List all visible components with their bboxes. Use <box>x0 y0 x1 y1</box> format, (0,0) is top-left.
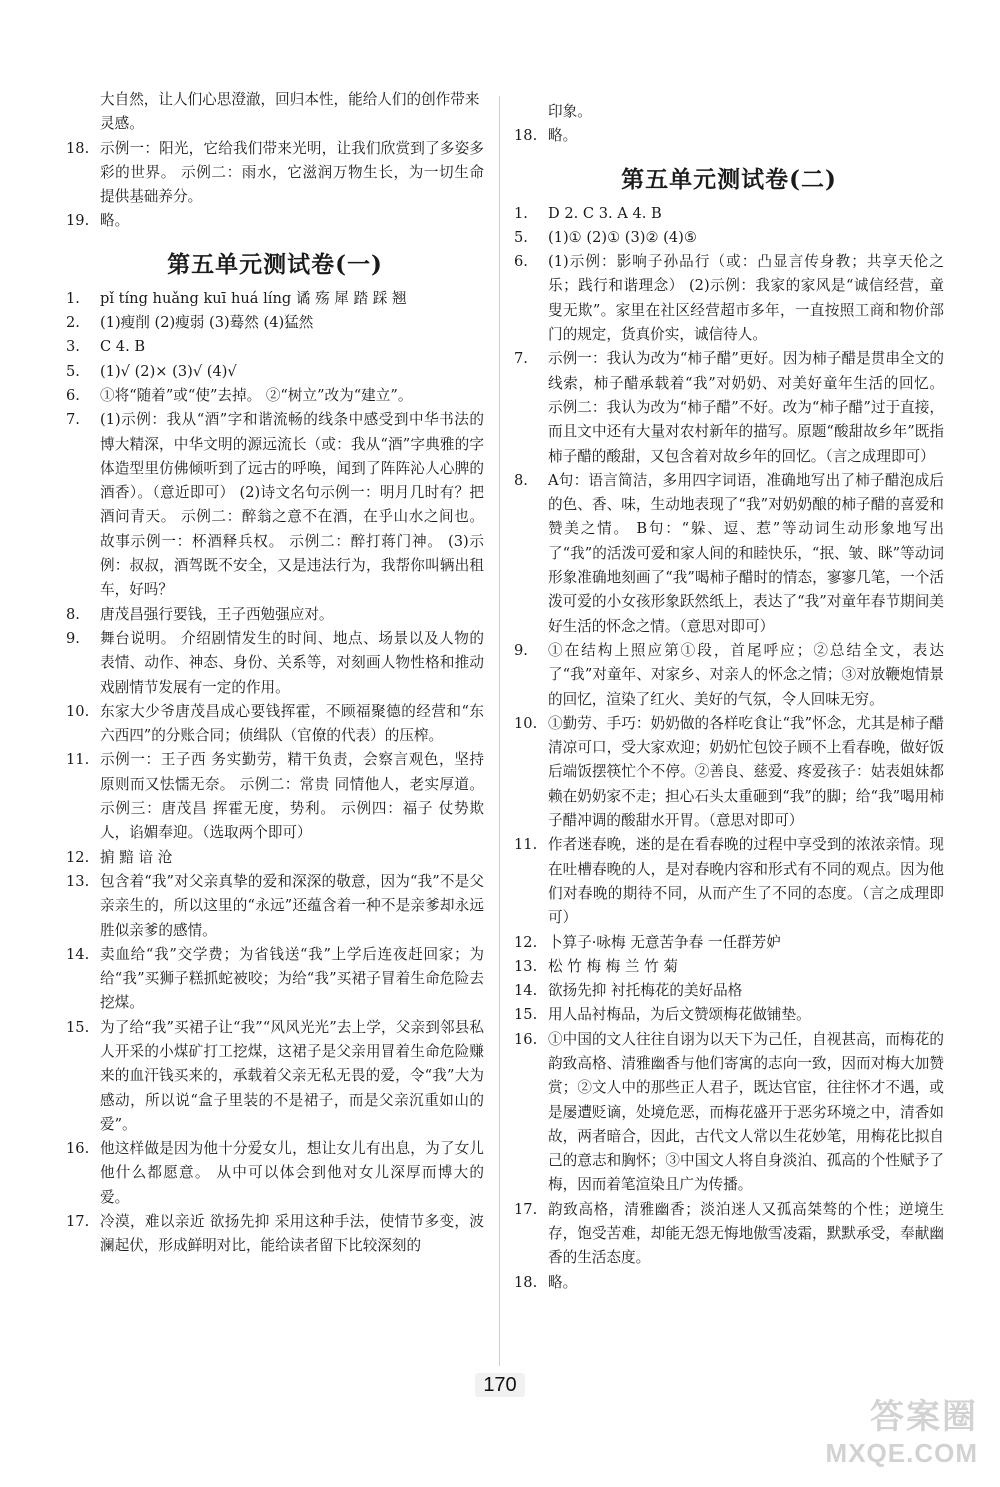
item-text: D 2. C 3. A 4. B <box>548 204 662 222</box>
item-number: 16. <box>514 1030 538 1048</box>
item-text: (1)瘦削 (2)瘦弱 (3)蓦然 (4)猛然 <box>100 314 314 332</box>
answer-item <box>514 250 944 347</box>
answer-item <box>66 700 484 749</box>
item-number: 18. <box>66 139 90 157</box>
item-text: 用人品衬梅品，为后文赞颂梅花做铺垫。 <box>548 1006 811 1024</box>
item-text: A句：语言简洁，多用四字词语，准确地写出了柿子醋泡成后的色、香、味，生动地表现了“我”对奶奶酿的柿子醋的喜爱和赞美之情。 B句：“躲、逗、惹”等动词生动形象地写出了“我”的活泼可爱和家人间的和睦快乐，“抿、皱、眯”等动词形象准确地刻画了“我”喝柿子醋时的情态，寥寥几笔，一个活泼可爱的小女孩形象跃然纸上，表达了“我”对童年春节期间美好生活的怀念之情。（意思对即可） <box>548 471 944 635</box>
item-number: 11. <box>66 751 90 769</box>
item-text: C 4. B <box>100 338 146 356</box>
answer-item <box>514 1028 944 1198</box>
left-answer-list <box>66 287 484 1259</box>
item-text: 掮 黯 谙 沧 <box>100 848 173 866</box>
item-number: 1. <box>66 289 80 307</box>
item-text: 卜算子·咏梅 无意苦争春 一任群芳妒 <box>548 933 781 951</box>
item-text: 示例一：王子西 务实勤劳，精干负责，会察言观色，坚持原则而又怯懦无奈。 示例二：常贵 同情他人，老实厚道。 示例三：唐茂昌 挥霍无度，势利。 示例四：福子 仗势欺人，谄媚奉迎。（选取两个即可） <box>100 751 484 842</box>
item-text: 唐茂昌强行要钱，王子西勉强应对。 <box>100 605 334 623</box>
watermark-logo: 答案圈 <box>870 1398 978 1436</box>
item-text: 冷漠，难以亲近 欲扬先抑 采用这种手法，使情节多变，波澜起伏，形成鲜明对比，能给读者留下比较深刻的 <box>100 1213 484 1255</box>
answer-item <box>514 1003 944 1027</box>
item-text: 欲扬先抑 衬托梅花的美好品格 <box>548 982 743 1000</box>
answer-item <box>66 408 484 602</box>
item-text: 他这样做是因为他十分爱女儿，想让女儿有出息，为了女儿他什么都愿意。 从中可以体会到他对女儿深厚而博大的爱。 <box>100 1140 484 1206</box>
answer-item <box>514 202 944 226</box>
item-text: 舞台说明。 介绍剧情发生的时间、地点、场景以及人物的表情、动作、神态、身份、关系等，对刻画人物性格和推动戏剧情节发展有一定的作用。 <box>100 629 484 696</box>
item-text: 卖血给“我”交学费；为省钱送“我”上学后连夜赶回家；为给“我”买狮子糕抓蛇被咬；为给“我”买裙子冒着生命危险去挖煤。 <box>100 945 484 1012</box>
item-number: 14. <box>514 982 538 1000</box>
item-number: 12. <box>66 848 90 866</box>
item-text: 略。 <box>548 127 578 145</box>
answer-item <box>66 870 484 943</box>
item-number: 15. <box>514 1006 538 1024</box>
item-number: 3. <box>66 338 80 356</box>
item-number: 6. <box>514 253 528 271</box>
continued-text <box>514 100 944 124</box>
item-number: 10. <box>514 714 538 732</box>
item-number: 5. <box>514 228 528 246</box>
answer-item <box>66 1016 484 1137</box>
item-text: ①将“随着”或“使”去掉。 ②“树立”改为“建立”。 <box>100 386 413 404</box>
item-text: 为了给“我”买裙子让“我”“风风光光”去上学，父亲到邻县私人开采的小煤矿打工挖煤，这裙子是父亲用冒着生命危险赚来的血汗钱买来的，承载着父亲无私无畏的爱，令“我”大为感动，所以说“盒子里装的不是裙子，而是父亲沉重如山的爱”。 <box>100 1018 484 1133</box>
answer-item <box>66 384 484 408</box>
answer-item <box>514 931 944 955</box>
answer-item <box>514 469 944 639</box>
item-number: 16. <box>66 1140 90 1158</box>
answer-item <box>514 1271 944 1295</box>
answer-item <box>514 712 944 833</box>
answer-item <box>66 1210 484 1259</box>
item-text: ①中国的文人往往自诩为以天下为己任，自视甚高，而梅花的韵致高格、清雅幽香与他们寄寓的志向一致，因而对梅大加赞赏；②文人中的那些正人君子，既达官宦，往往怀才不遇，或是屡遭贬谪，处境危恶，而梅花盛开于恶劣环境之中，清香如故，两者暗合，因此，古代文人常以生花妙笔，用梅花比拟自己的意志和胸怀；③中国文人将自身淡泊、孤高的个性赋予了梅，因而着笔渲染且广为传播。 <box>548 1030 944 1194</box>
item-number: 5. <box>66 362 80 380</box>
item-number: 13. <box>66 872 90 890</box>
item-text: (1)示例：我从“酒”字和谐流畅的线条中感受到中华书法的博大精深，中华文明的源远流长（或：我从“酒”字典雅的字体造型里仿佛倾听到了远古的呼唤，闻到了阵阵沁人心脾的酒香）。（意近即可） (2)诗文名句示例一：明月几时有？把酒问青天。 示例二：醉翁之意不在酒，在乎山水之间也。 故事示例一：杯酒释兵权。 示例二：醉打蒋门神。 (3)示例：叔叔，酒驾既不安全，又是违法行为，我帮你叫辆出租车，好吗？ <box>100 411 484 599</box>
answer-item <box>66 846 484 870</box>
answer-item <box>514 639 944 712</box>
item-number: 11. <box>514 836 538 854</box>
right-top-lines <box>514 100 944 149</box>
answer-item <box>66 311 484 335</box>
item-number: 15. <box>66 1018 90 1036</box>
item-number: 7. <box>514 350 528 368</box>
answer-item <box>514 226 944 250</box>
answer-item <box>66 335 484 359</box>
item-number: 2. <box>66 314 80 332</box>
answer-item <box>66 627 484 700</box>
item-text: 包含着“我”对父亲真挚的爱和深深的敬意，因为“我”不是父亲亲生的，所以这里的“永远”还蕴含着一种不是亲爹却永远胜似亲爹的感情。 <box>100 872 484 939</box>
right-answer-list <box>514 202 944 1295</box>
continued-text <box>66 88 484 137</box>
item-text: 示例一：我认为改为“柿子醋”更好。因为柿子醋是贯串全文的线索，柿子醋承载着“我”对奶奶、对美好童年生活的回忆。 示例二：我认为改为“柿子醋”不好。改为“柿子醋”过于直接，而且文中还有大量对农村新年的描写。原题“酸甜故乡年”既指柿子醋的酸甜，又包含着对故乡年的回忆。（言之成理即可） <box>548 350 944 465</box>
answer-item <box>66 287 484 311</box>
item-number: 1. <box>514 204 528 222</box>
watermark <box>788 1389 978 1469</box>
right-column <box>514 100 944 1295</box>
column-divider <box>499 96 500 1366</box>
item-number: 10. <box>66 702 90 720</box>
answer-item <box>514 347 944 468</box>
item-text: 示例一：阳光，它给我们带来光明，让我们欣赏到了多姿多彩的世界。 示例二：雨水，它滋润万物生长，为一切生命提供基础养分。 <box>100 139 484 206</box>
answer-item <box>514 955 944 979</box>
item-text: (1)① (2)① (3)② (4)⑤ <box>548 228 697 246</box>
item-text: pǐ tíng huǎng kuī huá líng 谲 殇 犀 踏 踩 翘 <box>100 289 407 307</box>
left-column <box>66 88 484 1259</box>
item-text: 大自然，让人们心思澄澈，回归本性，能给人们的创作带来灵感。 <box>100 91 480 133</box>
answer-item <box>66 1137 484 1210</box>
item-number: 9. <box>514 641 528 659</box>
item-text: 印象。 <box>548 103 592 120</box>
item-text: 韵致高格，清雅幽香；淡泊迷人又孤高桀骜的个性；逆境生存，饱受苦难，却能无怨无悔地傲雪凌霜，默默承受，奉献幽香的生活态度。 <box>548 1200 944 1267</box>
item-number: 8. <box>514 471 528 489</box>
item-text: (1)示例：影响子孙品行（或：凸显言传身教；共享天伦之乐；践行和谐理念） (2)示例：我家的家风是“诚信经营，童叟无欺”。家里在社区经营超市多年，一直按照工商和物价部门的规定，货真价实，诚信待人。 <box>548 253 944 344</box>
item-number: 18. <box>514 127 538 145</box>
page-number: 170 <box>0 1374 1000 1397</box>
section-title-unit5-test1: 第五单元测试卷(一) <box>167 250 383 278</box>
answer-item <box>66 603 484 627</box>
item-number: 18. <box>514 1273 538 1291</box>
watermark-url: MXQE.COM <box>825 1438 978 1468</box>
item-number: 6. <box>66 386 80 404</box>
item-text: 东家大少爷唐茂昌成心要钱挥霍，不顾福聚德的经营和“东六西四”的分账合同；侦缉队（官僚的代表）的压榨。 <box>100 702 484 745</box>
item-text: ①在结构上照应第①段，首尾呼应；②总结全文，表达了“我”对童年、对家乡、对亲人的怀念之情；③对放鞭炮情景的回忆，渲染了红火、美好的气氛，令人回味无穷。 <box>548 641 944 708</box>
answer-item <box>66 748 484 845</box>
item-text: (1)√ (2)× (3)√ (4)√ <box>100 362 237 380</box>
answer-item <box>514 124 944 148</box>
item-number: 8. <box>66 605 80 623</box>
answer-item <box>66 943 484 1016</box>
item-text: ①勤劳、手巧：奶奶做的各样吃食让“我”怀念，尤其是柿子醋清凉可口，受大家欢迎；奶奶忙包饺子顾不上看春晚，做好饭后端饭摆筷忙个不停。②善良、慈爱、疼爱孩子：姑表姐妹都赖在奶奶家不走；担心石头太重砸到“我”的脚；给“我”喝用柿子醋冲调的酸甜水开胃。（意思对即可） <box>548 714 944 830</box>
item-text: 略。 <box>548 1273 578 1291</box>
item-text: 略。 <box>100 212 130 230</box>
left-top-lines <box>66 88 484 234</box>
section-title-unit5-test2: 第五单元测试卷(二) <box>621 165 837 193</box>
item-number: 12. <box>514 933 538 951</box>
answer-item <box>66 137 484 210</box>
answer-item <box>514 1198 944 1271</box>
answer-item <box>514 833 944 930</box>
item-number: 9. <box>66 629 80 647</box>
answer-item <box>66 360 484 384</box>
answer-item <box>66 209 484 233</box>
item-number: 17. <box>66 1213 90 1231</box>
item-number: 7. <box>66 411 80 429</box>
item-text: 松 竹 梅 梅 兰 竹 菊 <box>548 957 678 975</box>
item-number: 19. <box>66 212 90 230</box>
answer-item <box>514 979 944 1003</box>
item-number: 17. <box>514 1200 538 1218</box>
item-number: 14. <box>66 945 90 963</box>
item-text: 作者迷春晚，迷的是在看春晚的过程中享受到的浓浓亲情。现在吐槽春晚的人，是对春晚内容和形式有不同的观点。因为他们对春晚的期待不同，从而产生了不同的态度。（言之成理即可） <box>548 836 944 927</box>
item-number: 13. <box>514 957 538 975</box>
